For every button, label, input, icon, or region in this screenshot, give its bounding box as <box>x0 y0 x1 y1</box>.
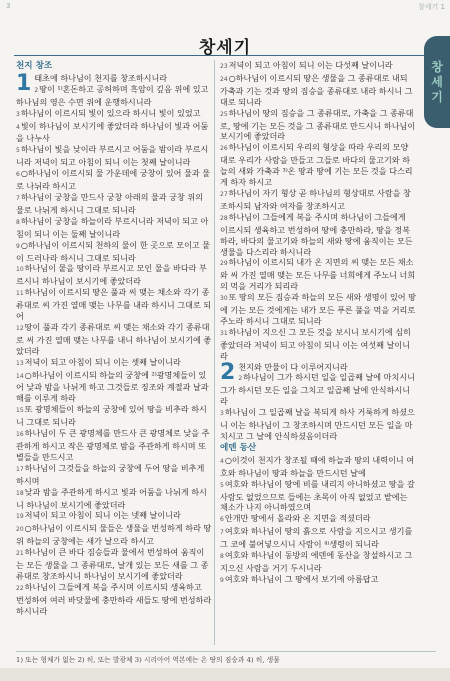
verse <box>16 547 212 582</box>
verse-text: 하나님이 뭍을 땅이라 부르시고 모인 물을 바다라 부르시니 하나님이 보시기에 좋았더라 <box>16 263 207 287</box>
verse <box>16 168 212 192</box>
verse-text: 하나님이 이르시되 우리의 형상을 따라 우리의 모양대로 우리가 사람을 만들고 그들로 바다의 물고기와 하늘의 새와 가축과 ³⁾온 땅과 땅에 기는 모든 것을 다스리게 하자 하시고 <box>220 142 413 188</box>
verse <box>16 582 212 617</box>
verse-number: 25 <box>220 110 228 118</box>
book-thumb-index-tab[interactable] <box>424 36 450 128</box>
verse-text: 하나님이 자기 형상 곧 하나님의 형상대로 사람을 창조하시되 남자와 여자를 창조하시고 <box>220 187 411 211</box>
verse-number: 21 <box>16 550 24 558</box>
verse-number: 31 <box>220 329 228 337</box>
verse-text: 하나님이 지으신 그 모든 것을 보시니 보시기에 심히 좋았더라 저녁이 되고 아침이 되니 이는 여섯째 날이니라 <box>220 326 411 361</box>
verse-text: 또 광명체들이 하늘의 궁창에 있어 땅을 비추라 하시니 그대로 되니라 <box>16 404 207 428</box>
verse-text: 저녁이 되고 아침이 되니 이는 셋째 날이니라 <box>24 356 181 367</box>
verse <box>16 357 212 370</box>
verse-text: 하나님이 두 큰 광명체를 만드사 큰 광명체로 낮을 주관하게 하시고 작은 광명체로 밤을 주관하게 하시며 또 별들을 만드시고 <box>16 428 210 462</box>
section-heading: 천지 창조 <box>16 61 53 71</box>
verse <box>220 257 416 292</box>
verse-number: 5 <box>16 147 20 155</box>
verse-number: 29 <box>220 260 228 268</box>
verse-number: 22 <box>16 584 24 592</box>
verse-number: 3 <box>16 110 20 118</box>
verse-text: 하나님이 큰 바다 짐승들과 물에서 번성하여 움직이는 모든 생물을 그 종류대로, 날개 있는 모든 새를 그 종류대로 창조하시니 하나님이 보시기에 좋았더라 <box>16 547 209 581</box>
verse-number: 27 <box>220 190 228 198</box>
verse-number: 6 <box>220 516 224 524</box>
verse-text: 저녁이 되고 아침이 되니 이는 다섯째 날이니라 <box>228 60 393 70</box>
verse <box>220 327 416 362</box>
verse-text: 땅이 ¹⁾혼돈하고 공허하며 흑암이 깊음 위에 있고 하나님의 영은 수면 위에 운행하시니라 <box>16 83 209 107</box>
verse-number: 20 <box>16 526 24 534</box>
verse <box>16 370 212 405</box>
verse-number: 2 <box>34 86 39 94</box>
book-title: 창세기 <box>198 38 252 58</box>
verse-text: 하나님이 그가 하시던 일을 일곱째 날에 마치시니 그가 하시던 모든 일을 그치고 일곱째 날에 안식하시니라 <box>220 372 415 407</box>
verse-text: 여호와 하나님이 그 땅에서 보기에 아름답고 <box>224 573 379 584</box>
verse-text: 태초에 하나님이 천지를 창조하시니라 <box>34 72 168 83</box>
verse-text: ○하나님이 이르시되 천하의 물이 한 곳으로 모이고 뭍이 드러나라 하시니 그대로 되니라 <box>16 239 211 263</box>
thumb-tab-char: 세 <box>431 74 443 89</box>
verse-number: 10 <box>16 266 24 274</box>
column-divider <box>214 60 215 645</box>
verse <box>220 212 416 258</box>
verse-text: 하나님이 그들에게 복을 주시며 이르시되 생육하고 번성하여 여러 바닷물에 충만하라 새들도 땅에 번성하라 하시니라 <box>16 581 212 616</box>
verse-number: 18 <box>16 489 24 497</box>
verse-number: 6 <box>16 171 20 179</box>
verse-text: 하나님이 궁창을 만드사 궁창 아래의 물과 궁창 위의 물로 나뉘게 하시니 그대로 되니라 <box>16 191 204 215</box>
verse-number: 15 <box>16 407 24 415</box>
verse-text: 안개만 땅에서 올라와 온 지면을 적셨더라 <box>224 513 371 524</box>
verse-text: 낮과 밤을 주관하게 하시고 빛과 어둠을 나뉘게 하시니 하나님이 보시기에 좋았더라 <box>16 486 207 510</box>
verse-number: 4 <box>220 457 224 465</box>
verse-text: ○하나님이 이르시되 물들은 생물을 번성하게 하라 땅 위 하늘의 궁창에는 새가 날으라 하시고 <box>16 523 212 547</box>
thumb-tab-char: 기 <box>431 89 443 104</box>
left-text-column <box>16 60 212 617</box>
verse <box>16 487 212 511</box>
verse-text: 하나님이 그들에게 복을 주시며 하나님이 그들에게 이르시되 생육하고 번성하여 땅에 충만하라, 땅을 정복하라, 바다의 물고기와 하늘의 새와 땅에 움직이는 모든 생물을 다스리라 하시니라 <box>220 211 413 257</box>
chapter-number: 2 <box>220 359 236 385</box>
verse <box>220 574 416 587</box>
verse <box>16 144 212 168</box>
verse-text: 하나님이 궁창을 하늘이라 부르시니라 저녁이 되고 아침이 되니 이는 둘째 날이니라 <box>16 215 209 239</box>
page-header <box>0 0 450 30</box>
verse <box>16 263 212 287</box>
verse-number: 4 <box>16 123 20 131</box>
verse-text: 여호와 하나님이 땅의 흙으로 사람을 지으시고 생기를 그 코에 불어넣으시니 사람이 ⁴⁾생령이 되니라 <box>220 526 413 550</box>
verse-number: 7 <box>220 529 224 537</box>
verse <box>16 322 212 357</box>
verse-number: 8 <box>220 553 224 561</box>
verse-text: 하나님이 이르시되 땅은 풀과 씨 맺는 채소와 각기 종류대로 씨 가진 열매 맺는 나무를 내라 하시니 그대로 되어 <box>16 287 212 322</box>
chapter-number: 1 <box>16 70 32 96</box>
footnotes: 1) 또는 형체가 없는 2) 히, 또는 발광체 3) 시리아어 역본에는 온 땅의 짐승과 4) 히, 생물 <box>16 651 436 664</box>
verse-number: 28 <box>220 214 228 222</box>
verse-text: 또 땅의 모든 짐승과 하늘의 모든 새와 생명이 있어 땅에 기는 모든 것에게는 내가 모든 푸른 풀을 먹을 거리로 주노라 하시니 그대로 되니라 <box>220 292 416 326</box>
verse-text: 하나님이 이르시되 빛이 있으라 하시니 빛이 있었고 <box>20 107 201 118</box>
title-rule <box>14 55 436 56</box>
verse <box>16 108 212 121</box>
verse-text: 빛이 하나님이 보시기에 좋았더라 하나님이 빛과 어둠을 나누사 <box>16 120 209 144</box>
verse-number: 2 <box>238 375 243 383</box>
verse <box>220 513 416 526</box>
verse-number: 9 <box>16 242 20 250</box>
verse <box>16 121 212 145</box>
verse-number: 19 <box>16 513 24 521</box>
verse <box>220 188 416 212</box>
verse <box>220 60 416 73</box>
verse <box>220 108 416 143</box>
section-heading: 에덴 동산 <box>220 442 257 453</box>
verse-text: 하나님이 빛을 낮이라 부르시고 어둠을 밤이라 부르시니라 저녁이 되고 아침이 되니 이는 첫째 날이니라 <box>16 144 209 168</box>
verse-text: 여호와 하나님이 동방의 에덴에 동산을 창설하시고 그 지으신 사람을 거기 두시니라 <box>220 550 413 573</box>
verse <box>16 287 212 322</box>
verse-text: 하나님이 그것들을 하늘의 궁창에 두어 땅을 비추게 하시며 <box>16 462 205 486</box>
verse-text: 하나님이 이르시되 내가 온 지면의 씨 맺는 모든 채소와 씨 가진 열매 맺는 모든 나무를 너희에게 주노니 너희의 먹을 거리가 되리라 <box>220 257 416 292</box>
verse <box>16 463 212 487</box>
verse <box>220 73 416 108</box>
verse-number: 13 <box>16 359 24 367</box>
verse <box>16 84 212 108</box>
verse-number: 11 <box>16 290 24 298</box>
verse <box>220 362 416 373</box>
verse-number: 14 <box>16 372 24 380</box>
verse-text: ○하나님이 이르시되 땅은 생물을 그 종류대로 내되 가축과 기는 것과 땅의 짐승을 종류대로 내라 하시니 그대로 되니라 <box>220 72 413 107</box>
verse <box>16 192 212 216</box>
verse-text: 땅이 풀과 각기 종류대로 씨 맺는 채소와 각기 종류대로 씨 가진 열매 맺는 나무를 내니 하나님이 보시기에 좋았더라 <box>16 321 212 356</box>
verse <box>220 550 416 574</box>
verse-number: 16 <box>16 431 24 439</box>
verse-text: ○이것이 천지가 창조될 때에 하늘과 땅의 내력이니 여호와 하나님이 땅과 하늘을 만드시던 날에 <box>220 454 415 478</box>
verse-number: 3 <box>220 410 224 418</box>
verse <box>220 526 416 550</box>
verse-number: 5 <box>220 481 224 489</box>
verse <box>16 240 212 264</box>
verse <box>16 216 212 240</box>
verse-number: 9 <box>220 576 224 584</box>
verse <box>16 510 212 523</box>
verse-text: ○하나님이 이르시되 하늘의 궁창에 ²⁾광명체들이 있어 낮과 밤을 나뉘게 하고 그것들로 징조와 계절과 날과 해를 이루게 하라 <box>16 369 209 404</box>
verse <box>220 407 416 442</box>
verse-number: 17 <box>16 465 24 473</box>
verse-text: 저녁이 되고 아침이 되니 이는 넷째 날이니라 <box>24 510 181 521</box>
verse <box>220 142 416 188</box>
page-bottom-edge <box>0 668 450 681</box>
verse-text: 천지와 만물이 다 이루어지니라 <box>238 361 348 372</box>
running-head-left: 3 <box>6 2 11 10</box>
verse-number: 8 <box>16 218 20 226</box>
verse <box>16 404 212 428</box>
thumb-tab-char: 창 <box>431 59 443 74</box>
verse <box>220 372 416 407</box>
running-head-right: 창세기 1 <box>418 3 445 11</box>
verse <box>16 428 212 463</box>
verse-text: 하나님이 땅의 짐승을 그 종류대로, 가축을 그 종류대로, 땅에 기는 모든 것을 그 종류대로 만드시니 하나님이 보시기에 좋았더라 <box>220 107 416 142</box>
verse-text: ○하나님이 이르시되 물 가운데에 궁창이 있어 물과 물로 나뉘라 하시고 <box>16 168 211 192</box>
verse-number: 24 <box>220 75 228 83</box>
verse <box>16 73 212 84</box>
verse-number: 12 <box>16 324 24 332</box>
verse <box>220 479 416 514</box>
verse-text: 여호와 하나님이 땅에 비를 내리지 아니하셨고 땅을 갈 사람도 없었으므로 들에는 초목이 아직 없었고 밭에는 채소가 나지 아니하였으며 <box>220 478 415 513</box>
verse <box>220 455 416 479</box>
verse-text: 하나님이 그 일곱째 날을 복되게 하사 거룩하게 하셨으니 이는 하나님이 그 창조하시며 만드시던 모든 일을 마치시고 그 날에 안식하셨음이더라 <box>220 407 415 441</box>
verse-number: 23 <box>220 63 228 70</box>
verse <box>220 292 416 327</box>
verse-number: 7 <box>16 194 20 202</box>
verse-number: 30 <box>220 295 228 303</box>
right-text-column <box>220 60 416 587</box>
verse-number: 26 <box>220 145 228 153</box>
verse <box>16 523 212 547</box>
